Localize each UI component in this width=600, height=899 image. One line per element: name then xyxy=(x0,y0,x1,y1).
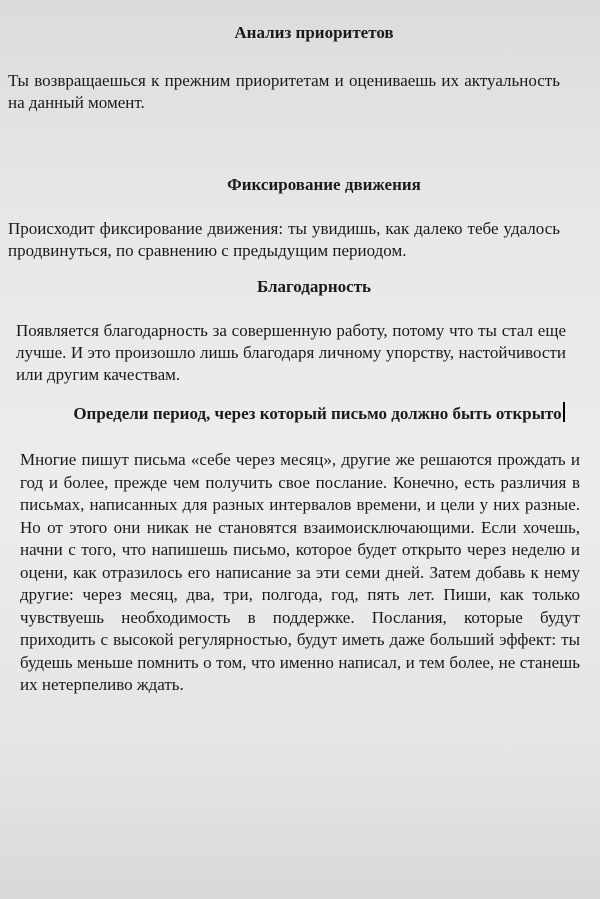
heading-define-period-text: Определи период, через который письмо должно быть открыто xyxy=(73,404,562,424)
heading-priorities-analysis: Анализ приоритетов xyxy=(234,23,394,42)
paragraph-gratitude: Появляется благодарность за совершенную работу, потому что ты стал еще лучше. И это произошло лишь благодаря личному упорству, настойчивости или другим качествам. xyxy=(16,321,566,385)
heading-define-period[interactable] xyxy=(68,402,570,425)
paragraph-movement-fixation: Происходит фиксирование движения: ты увидишь, как далеко тебе удалось продвинуться, по сравнению с предыдущим периодом. xyxy=(8,219,560,261)
heading-movement-fixation: Фиксирование движения xyxy=(227,175,421,195)
paragraph-define-period: Многие пишут письма «себе через месяц», другие же решаются прождать и год и более, прежде чем получить свое послание. Конечно, есть различия в письмах, написанных для разных интервалов времени, и цели у них разные. Но от этого они никак не становятся взаимоисключающими. Если хочешь, начни с того, что напишешь письмо, которое будет открыто через неделю и оцени, как отразилось его написание за эти семи дней. Затем добавь к нему другие: через месяц, два, три, полгода, год, пять лет. Пиши, как только чувствуешь необходимость в поддержке. Послания, которые будут приходить с высокой регулярностью, будут иметь даже больший эффект: ты будешь меньше помнить о том, что именно написал, и тем более, не станешь их нетерпеливо ждать. xyxy=(20,450,580,695)
paragraph-priorities-analysis: Ты возвращаешься к прежним приоритетам и оцениваешь их актуальность на данный момент. xyxy=(8,71,560,113)
heading-gratitude: Благодарность xyxy=(256,277,372,297)
text-cursor xyxy=(563,402,565,422)
